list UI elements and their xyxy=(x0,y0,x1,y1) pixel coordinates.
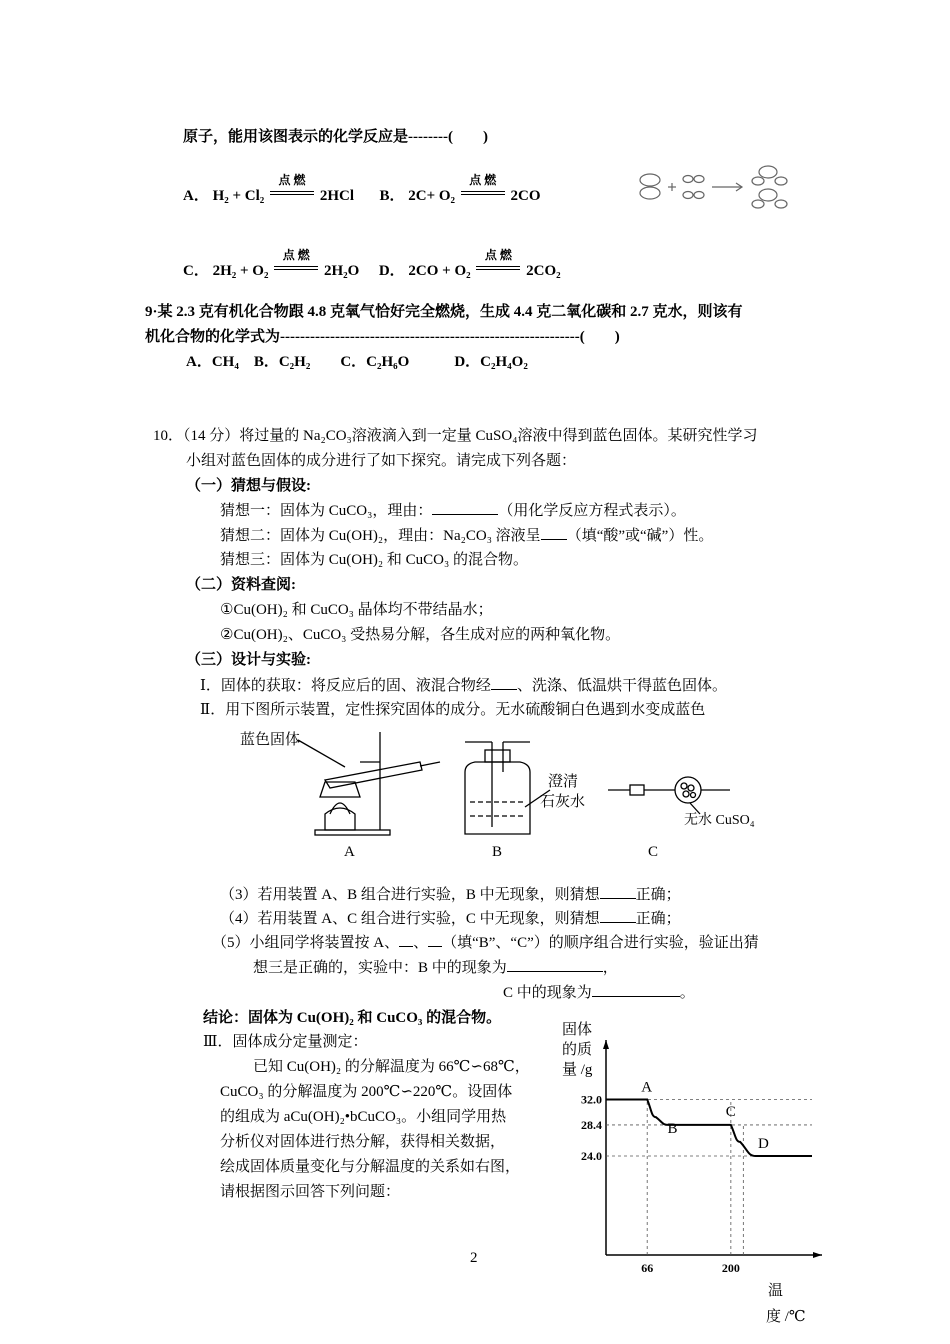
q8-option-d-rhs: 2CO₂ xyxy=(526,263,561,279)
answer-blank[interactable] xyxy=(600,908,636,923)
condition-label: 点 燃 xyxy=(282,248,310,262)
q9-line-1: 9·某 2.3 克有机化合物跟 4.8 克氧气恰好完全燃烧，生成 4.4 克二氧化碳和 2.7 克水，则该有 xyxy=(145,304,743,320)
part-5-b-text: 想三是正确的，实验中：B 中的现象为 xyxy=(253,960,507,976)
answer-blank[interactable] xyxy=(507,957,603,972)
x-label-line: 度 /℃ xyxy=(766,1309,806,1325)
reaction-condition-arrow xyxy=(274,248,318,277)
section-hypothesis: （一）猜想与假设: xyxy=(186,478,311,494)
guess-2-text: 猜想二：固体为 Cu(OH)₂，理由：Na₂CO₃ 溶液呈 xyxy=(220,528,541,544)
page-number: 2 xyxy=(470,1250,478,1266)
q8-option-d-lhs: 2CO + O₂ xyxy=(408,263,471,279)
part-4 xyxy=(220,908,681,929)
q8-question-tail: 原子，能用该图表示的化学反应是--------( ) xyxy=(183,129,488,145)
answer-blank[interactable] xyxy=(491,675,517,690)
step-1-suffix: 、洗涤、低温烘干得蓝色固体。 xyxy=(516,678,727,694)
q9-line-2: 机化合物的化学式为------------------------------------------------------------( ) xyxy=(145,329,620,345)
condition-label: 点 燃 xyxy=(469,173,497,187)
text-line-5: 绘成固体质量变化与分解温度的关系如右图， xyxy=(220,1159,521,1175)
q9-options: A．CH₄ B．C₂H₂ C．C₂H₆O D．C₂H₄O₂ xyxy=(186,354,528,370)
part-5-b-phenomenon xyxy=(253,957,618,978)
answer-blank[interactable] xyxy=(541,525,567,540)
molecule-reaction-diagram xyxy=(630,160,810,212)
guess-2-suffix: （填“酸”或“碱”）性。 xyxy=(566,528,714,544)
label-blue-solid: 蓝色固体 xyxy=(240,732,301,748)
q8-option-a-rhs: 2HCl xyxy=(319,188,354,204)
answer-blank[interactable] xyxy=(432,500,498,515)
text-line-6: 请根据图示回答下列问题： xyxy=(220,1184,401,1200)
label-limewater-1: 澄清 xyxy=(548,774,579,790)
x-label-line: 温 xyxy=(768,1283,784,1299)
q8-option-c-label: C． xyxy=(183,263,209,279)
step-2: Ⅱ．用下图所示装置，定性探究固体的成分。无水硫酸铜白色遇到水变成蓝色 xyxy=(200,702,706,718)
conclusion: 结论：固体为 Cu(OH)₂ 和 CuCO₃ 的混合物。 xyxy=(203,1010,502,1026)
reaction-condition-arrow xyxy=(476,248,520,277)
part-5-sep: 、 xyxy=(413,935,429,951)
label-apparatus-a: A xyxy=(344,844,355,860)
guess-3: 猜想三：固体为 Cu(OH)₂ 和 CuCO₃ 的混合物。 xyxy=(220,552,528,568)
part-3-suffix: 正确； xyxy=(635,887,681,903)
step-1 xyxy=(200,675,727,696)
condition-label: 点 燃 xyxy=(484,248,512,262)
condition-label: 点 燃 xyxy=(278,173,306,187)
reaction-condition-arrow xyxy=(461,173,505,202)
guess-2 xyxy=(220,525,713,546)
q8-option-b-rhs: 2CO xyxy=(510,188,541,204)
y-tick-label: 24.0 xyxy=(581,1149,602,1164)
q10-line-2: 小组对蓝色固体的成分进行了如下探究。请完成下列各题： xyxy=(186,453,577,469)
label-apparatus-b: B xyxy=(492,844,503,860)
y-label-line: 固体 xyxy=(562,1022,593,1038)
point-label-b: B xyxy=(667,1120,678,1137)
answer-blank[interactable] xyxy=(600,884,636,899)
q8-option-c-lhs: 2H₂ + O₂ xyxy=(212,263,269,279)
q8-option-b-label: B． xyxy=(379,188,405,204)
part-4-suffix: 正确； xyxy=(635,911,681,927)
x-tick-label: 200 xyxy=(721,1261,740,1275)
q8-option-a-lhs: H₂ + Cl₂ xyxy=(212,188,265,204)
x-axis-arrow xyxy=(813,1252,822,1258)
part-5-suffix: （填“B”、“C”）的顺序组合进行实验，验证出猜 xyxy=(442,935,759,951)
reference-2: ②Cu(OH)₂、CuCO₃ 受热易分解，各生成对应的两种氧化物。 xyxy=(220,627,621,643)
punct: ， xyxy=(602,960,618,976)
y-label-line: 量 /g xyxy=(562,1062,593,1078)
q8-option-d-label: D． xyxy=(378,263,405,279)
point-label-c: C xyxy=(725,1103,736,1120)
text-line-3: 的组成为 aCu(OH)₂•bCuCO₃。小组同学用热 xyxy=(220,1109,507,1125)
guess-1 xyxy=(220,500,686,521)
answer-blank[interactable] xyxy=(592,982,680,997)
label-limewater-2: 石灰水 xyxy=(540,794,586,810)
q8-option-b-lhs: 2C+ O₂ xyxy=(408,188,456,204)
step-1-text: Ⅰ．固体的获取：将反应后的固、液混合物经 xyxy=(200,678,491,694)
section-experiment: （三）设计与实验: xyxy=(186,652,311,668)
answer-blank[interactable] xyxy=(399,932,413,947)
part-5-c-phenomenon xyxy=(503,982,695,1003)
y-tick-label: 32.0 xyxy=(581,1092,602,1107)
punct: 。 xyxy=(679,985,695,1001)
x-tick-label: 66 xyxy=(641,1261,654,1275)
part-5-text: （5）小组同学将装置按 A、 xyxy=(212,935,400,951)
q8-options-ab xyxy=(183,173,541,206)
reaction-condition-arrow xyxy=(270,173,314,202)
label-apparatus-c: C xyxy=(648,844,659,860)
step-3: Ⅲ．固体成分定量测定： xyxy=(203,1034,368,1050)
q8-option-c-rhs: 2H₂O xyxy=(323,263,360,279)
q8-option-a-label: A． xyxy=(183,188,209,204)
part-3 xyxy=(220,884,681,905)
guess-1-text: 猜想一：固体为 CuCO₃，理由： xyxy=(220,503,433,519)
part-5 xyxy=(212,932,759,953)
apparatus-figure xyxy=(230,722,790,862)
y-tick-label: 28.4 xyxy=(581,1117,602,1132)
point-label-d: D xyxy=(758,1136,769,1153)
part-4-text: （4）若用装置 A、C 组合进行实验，C 中无现象，则猜想 xyxy=(220,911,600,927)
mass-curve xyxy=(606,1099,812,1156)
label-anhydrous-cuso4: 无水 CuSO₄ xyxy=(684,813,755,828)
point-label-a: A xyxy=(641,1079,653,1096)
q8-options-cd xyxy=(183,248,561,281)
part-5-c-text: C 中的现象为 xyxy=(503,985,592,1001)
x-axis-label xyxy=(766,1278,806,1330)
q10-line-1: 10．（14 分）将过量的 Na₂CO₃溶液滴入到一定量 CuSO₄溶液中得到蓝色固体。某研究性学习 xyxy=(153,428,758,444)
guess-1-suffix: （用化学反应方程式表示）。 xyxy=(498,503,686,519)
y-axis-arrow xyxy=(603,1040,609,1049)
mass-temperature-chart xyxy=(560,1030,850,1280)
section-reference: （二）资料查阅: xyxy=(186,577,296,593)
y-label-line: 的质 xyxy=(562,1042,593,1058)
text-line-2: CuCO₃ 的分解温度为 200℃∽220℃。设固体 xyxy=(220,1084,513,1100)
text-line-1: 已知 Cu(OH)₂ 的分解温度为 66℃∽68℃， xyxy=(253,1059,530,1075)
reference-1: ①Cu(OH)₂ 和 CuCO₃ 晶体均不带结晶水； xyxy=(220,602,493,618)
answer-blank[interactable] xyxy=(428,932,442,947)
text-line-4: 分析仪对固体进行热分解，获得相关数据， xyxy=(220,1134,506,1150)
part-3-text: （3）若用装置 A、B 组合进行实验，B 中无现象，则猜想 xyxy=(220,887,600,903)
